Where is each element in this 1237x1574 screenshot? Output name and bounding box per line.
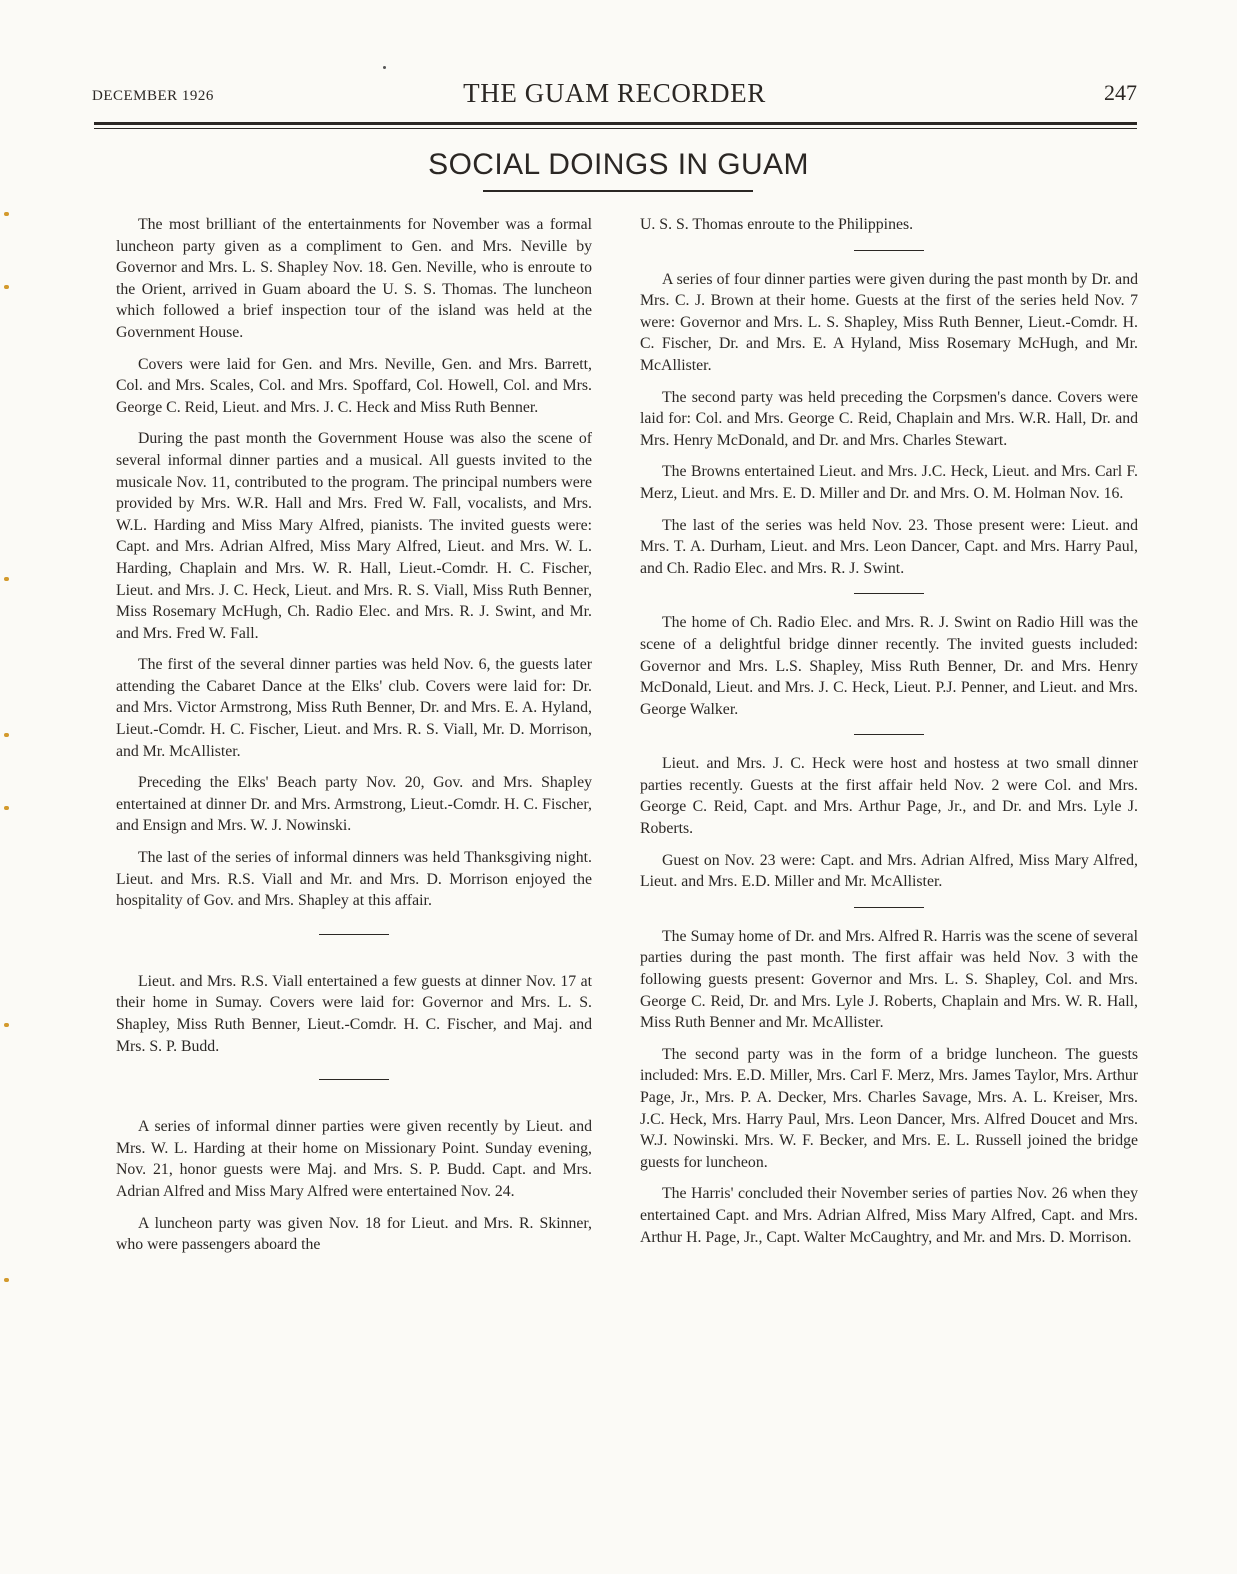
paragraph: The Sumay home of Dr. and Mrs. Alfred R. Harris was the scene of several parties during the past month. The first affair was held Nov. 3 with the following guests present: Governor and Mrs. L. S. Shapley, Col. and Mrs. George C. Reid, Dr. and Mrs. Lyle J. Roberts, Chaplain and Mrs. W. R. Hall, Miss Ruth Benner and Mr. McAllister.	[640, 927, 1138, 1032]
section-divider	[854, 907, 924, 908]
section-divider	[319, 1079, 389, 1080]
margin-mark	[4, 1023, 9, 1027]
margin-mark	[4, 577, 9, 581]
paragraph: A series of informal dinner parties were given recently by Lieut. and Mrs. W. L. Harding at their home on Missionary Point. Sunday evening, Nov. 21, honor guests were Maj. and Mrs. S. P. Budd. Capt. and Mrs. Adrian Alfred and Miss Mary Alfred were entertained Nov. 24.	[116, 1118, 592, 1200]
paragraph: The second party was held preceding the Corpsmen's dance. Covers were laid for: Col. and Mrs. George C. Reid, Chaplain and Mrs. W.R. Hall, Dr. and Mrs. Henry McDonald, and Dr. and Mrs. Charles Stewart.	[640, 388, 1138, 449]
section-divider	[854, 250, 924, 251]
header-rule-thick	[94, 122, 1137, 125]
paragraph: Guest on Nov. 23 were: Capt. and Mrs. Adrian Alfred, Miss Mary Alfred, Lieut. and Mrs. E.D. Miller and Mr. McAllister.	[640, 851, 1138, 891]
article-title: SOCIAL DOINGS IN GUAM	[428, 148, 809, 181]
paragraph: Lieut. and Mrs. J. C. Heck were host and hostess at two small dinner parties recently. Guests at the first affair held Nov. 2 were Col. and Mrs. George C. Reid, Capt. and Mrs. Arthur Page, Jr., and Dr. and Mrs. Lyle J. Roberts.	[640, 755, 1138, 838]
left-column	[116, 214, 592, 1266]
page-header	[92, 78, 1137, 118]
paragraph: A luncheon party was given Nov. 18 for Lieut. and Mrs. R. Skinner, who were passengers aboard the	[116, 1214, 592, 1254]
margin-mark	[4, 733, 9, 737]
section-divider	[319, 934, 389, 935]
publication-name: THE GUAM RECORDER	[463, 78, 766, 108]
issue-date: DECEMBER 1926	[92, 88, 214, 104]
header-rule-thin	[94, 128, 1137, 129]
margin-mark	[4, 285, 9, 289]
paragraph: Lieut. and Mrs. R.S. Viall entertained a few guests at dinner Nov. 17 at their home in Sumay. Covers were laid for: Governor and Mrs. L. S. Shapley, Miss Ruth Benner, Lieut.-Comdr. H. C. Fischer, and Maj. and Mrs. S. P. Budd.	[116, 972, 592, 1055]
paragraph: The second party was in the form of a bridge luncheon. The guests included: Mrs. E.D. Miller, Mrs. Carl F. Merz, Mrs. James Taylor, Mrs. Arthur Page, Jr., Mrs. P. A. Decker, Mrs. Charles Savage, Mrs. A. L. Kreiser, Mrs. J.C. Heck, Mrs. Harry Paul, Mrs. Leon Dancer, Mrs. Alfred Doucet and Mrs. W.J. Nowinski. Mrs. W. F. Becker, and Mrs. E. L. Russell joined the bridge guests for luncheon.	[640, 1045, 1138, 1171]
margin-mark	[4, 806, 9, 810]
right-column	[640, 214, 1138, 1258]
paragraph: A series of four dinner parties were given during the past month by Dr. and Mrs. C. J. Brown at their home. Guests at the first of the series held Nov. 7 were: Governor and Mrs. L. S. Shapley, Miss Ruth Benner, Lieut.-Comdr. H. C. Fischer, Dr. and Mrs. E. A Hyland, Miss Rosemary McHugh, and Mr. McAllister.	[640, 270, 1138, 374]
paragraph: During the past month the Government House was also the scene of several informal dinner parties and a musical. All guests invited to the musicale Nov. 11, contributed to the program. The principal numbers were provided by Mrs. W.R. Hall and Mrs. Fred W. Fall, vocalists, and Mrs. W.L. Harding and Miss Mary Alfred, pianists. The invited guests were: Capt. and Mrs. Adrian Alfred, Miss Mary Alfred, Lieut. and Mrs. W. L. Harding, Chaplain and Mrs. W. R. Hall, Lieut.-Comdr. H. C. Fischer, Lieut. and Mrs. J. C. Heck, Lieut. and Mrs. R. S. Viall, Miss Ruth Benner, Miss Rosemary McHugh, Ch. Radio Elec. and Mrs. R. J. Swint, and Mr. and Mrs. Fred W. Fall.	[116, 430, 592, 642]
paragraph: The last of the series was held Nov. 23. Those present were: Lieut. and Mrs. T. A. Durham, Lieut. and Mrs. Leon Dancer, Capt. and Mrs. Harry Paul, and Ch. Radio Elec. and Mrs. R. J. Swint.	[640, 516, 1138, 577]
paragraph: The first of the several dinner parties was held Nov. 6, the guests later attending the Cabaret Dance at the Elks' club. Covers were laid for: Dr. and Mrs. Victor Armstrong, Miss Ruth Benner, Dr. and Mrs. E. A. Hyland, Lieut.-Comdr. H. C. Fischer, Lieut. and Mrs. R. S. Viall, Mr. D. Morrison, and Mr. McAllister.	[116, 656, 592, 760]
margin-mark	[4, 212, 9, 216]
section-divider	[854, 734, 924, 735]
page-number: 247	[1104, 80, 1137, 105]
paragraph: Preceding the Elks' Beach party Nov. 20, Gov. and Mrs. Shapley entertained at dinner Dr. and Mrs. Armstrong, Lieut.-Comdr. H. C. Fischer, and Ensign and Mrs. W. J. Nowinski.	[116, 774, 592, 835]
paragraph: The most brilliant of the entertainments for November was a formal luncheon party given as a compliment to Gen. and Mrs. Neville by Governor and Mrs. L. S. Shapley Nov. 18. Gen. Neville, who is enroute to the Orient, arrived in Guam aboard the U. S. S. Thomas. The luncheon which followed a brief inspection tour of the island was held at the Government House.	[116, 216, 592, 341]
paragraph: U. S. S. Thomas enroute to the Philippines.	[640, 216, 914, 233]
paragraph: The last of the series of informal dinners was held Thanksgiving night. Lieut. and Mrs. R.S. Viall and Mr. and Mrs. D. Morrison enjoyed the hospitality of Gov. and Mrs. Shapley at this affair.	[116, 849, 592, 910]
print-speck	[383, 66, 386, 69]
title-underline	[483, 190, 753, 192]
paragraph: The home of Ch. Radio Elec. and Mrs. R. J. Swint on Radio Hill was the scene of a delightful bridge dinner recently. The invited guests included: Governor and Mrs. L.S. Shapley, Miss Ruth Benner, Dr. and Mrs. Henry McDonald, Lieut. and Mrs. J. C. Heck, Lieut. P.J. Penner, and Lieut. and Mrs. George Walker.	[640, 614, 1138, 718]
paragraph: Covers were laid for Gen. and Mrs. Neville, Gen. and Mrs. Barrett, Col. and Mrs. Scales, Col. and Mrs. Spoffard, Col. Howell, Col. and Mrs. George C. Reid, Lieut. and Mrs. J. C. Heck and Miss Ruth Benner.	[116, 355, 592, 416]
margin-mark	[4, 1278, 9, 1282]
paragraph: The Harris' concluded their November series of parties Nov. 26 when they entertained Capt. and Mrs. Adrian Alfred, Miss Mary Alfred, Capt. and Mrs. Arthur H. Page, Jr., Capt. Walter McCaughtry, and Mr. and Mrs. D. Morrison.	[640, 1185, 1138, 1246]
section-divider	[854, 593, 924, 594]
paragraph: The Browns entertained Lieut. and Mrs. J.C. Heck, Lieut. and Mrs. Carl F. Merz, Lieut. and Mrs. E. D. Miller and Dr. and Mrs. O. M. Holman Nov. 16.	[640, 463, 1138, 502]
